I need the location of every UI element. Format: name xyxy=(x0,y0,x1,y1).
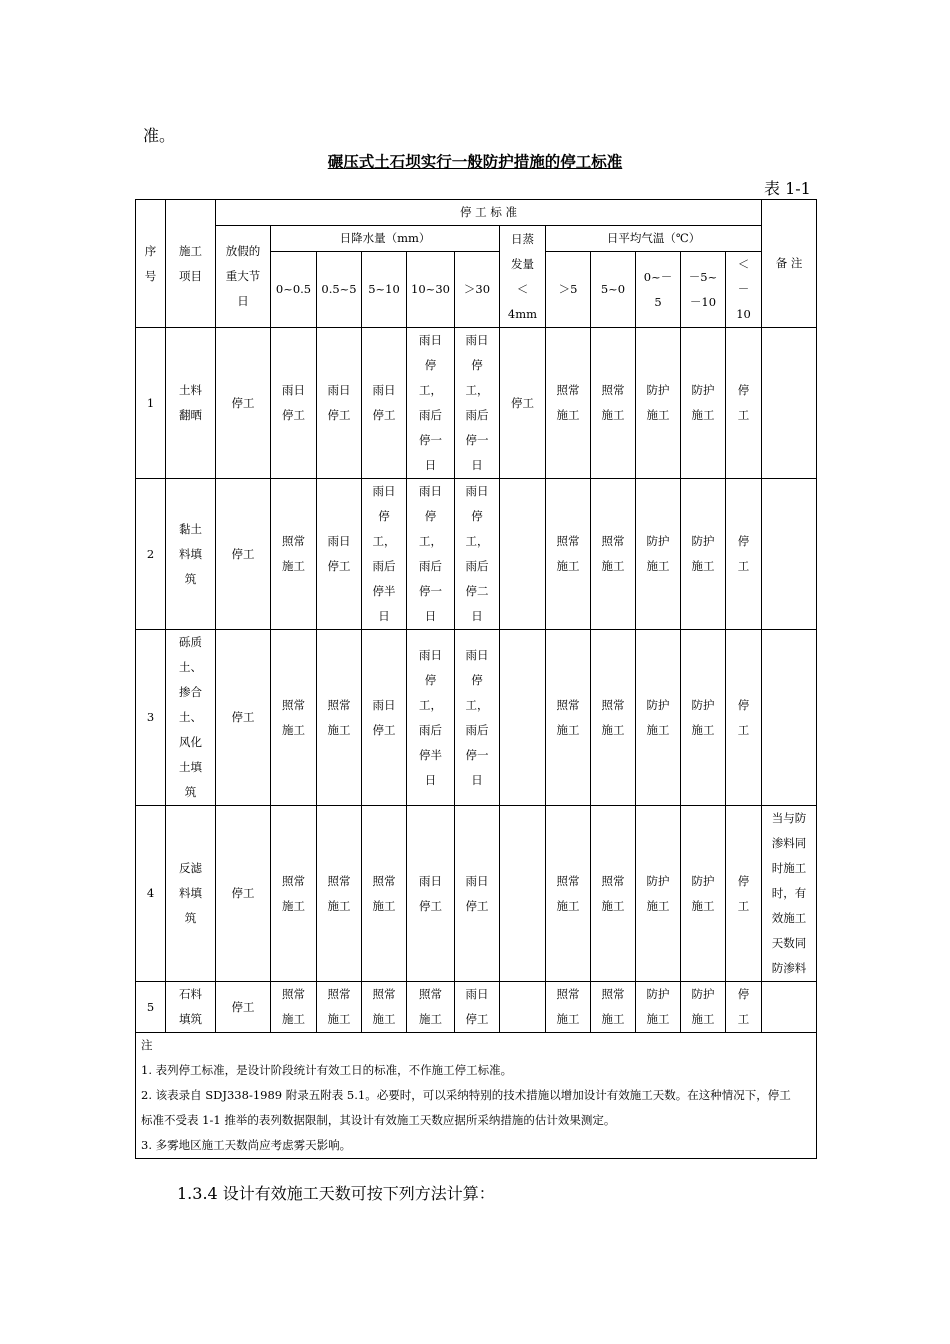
row-rain-cell: 雨日 停 工， 雨后 停半 日 xyxy=(362,479,407,630)
row-temp-cell: 防护 施工 xyxy=(636,806,681,982)
header-remark: 备 注 xyxy=(762,200,817,328)
row-rain-cell: 雨日 停工 xyxy=(407,806,455,982)
row-item: 砾质 土、 掺合 土、 风化 土填 筑 xyxy=(166,630,216,806)
row-rain-cell: 照常 施工 xyxy=(317,982,362,1033)
table-notes xyxy=(136,1033,817,1159)
row-holiday: 停工 xyxy=(216,479,271,630)
row-remark xyxy=(762,328,817,479)
row-temp-cell: 防护 施工 xyxy=(636,982,681,1033)
row-temp-cell: 防护 施工 xyxy=(681,630,726,806)
table-row xyxy=(136,806,817,982)
row-rain-cell: 雨日 停工 xyxy=(317,479,362,630)
row-rain-cell: 雨日 停 工， 雨后 停一 日 xyxy=(407,328,455,479)
header-holiday: 放假的 重大节 日 xyxy=(216,226,271,328)
row-seq: 2 xyxy=(136,479,166,630)
row-holiday: 停工 xyxy=(216,328,271,479)
row-evaporation: 停工 xyxy=(500,328,546,479)
row-item: 反滤 料填 筑 xyxy=(166,806,216,982)
row-seq: 5 xyxy=(136,982,166,1033)
note-line: 2. 该表录自 SDJ338-1989 附录五附表 5.1。必要时，可以采纳特别的技术措施以增加设计有效施工天数。在这种情况下，停工 xyxy=(141,1088,791,1102)
row-temp-cell: 照常 施工 xyxy=(546,328,591,479)
header-evaporation: 日蒸 发量 ＜ 4mm xyxy=(500,226,546,328)
row-temp-cell: 照常 施工 xyxy=(591,479,636,630)
header-rain-col: 10~30 xyxy=(407,252,455,328)
header-rain-col: 0.5~5 xyxy=(317,252,362,328)
row-temp-cell: 停 工 xyxy=(726,982,762,1033)
header-temp-col: 0~－ 5 xyxy=(636,252,681,328)
table-row xyxy=(136,982,817,1033)
row-seq: 3 xyxy=(136,630,166,806)
note-line: 3. 多雾地区施工天数尚应考虑雾天影响。 xyxy=(141,1138,352,1152)
row-rain-cell: 雨日 停工 xyxy=(362,328,407,479)
row-temp-cell: 照常 施工 xyxy=(546,630,591,806)
row-temp-cell: 照常 施工 xyxy=(591,806,636,982)
header-item: 施工 项目 xyxy=(166,200,216,328)
table-number: 表 1-1 xyxy=(764,179,811,198)
row-rain-cell: 雨日 停工 xyxy=(317,328,362,479)
row-rain-cell: 照常 施工 xyxy=(362,806,407,982)
row-remark: 当与防 渗料同 时施工 时，有 效施工 天数同 防渗料 xyxy=(762,806,817,982)
row-item: 石料 填筑 xyxy=(166,982,216,1033)
row-rain-cell: 照常 施工 xyxy=(362,982,407,1033)
row-temp-cell: 停 工 xyxy=(726,630,762,806)
row-holiday: 停工 xyxy=(216,806,271,982)
table-title: 碾压式土石坝实行一般防护措施的停工标准 xyxy=(327,153,623,171)
row-rain-cell: 照常 施工 xyxy=(407,982,455,1033)
row-temp-cell: 防护 施工 xyxy=(636,630,681,806)
row-evaporation xyxy=(500,630,546,806)
header-seq: 序 号 xyxy=(136,200,166,328)
row-temp-cell: 停 工 xyxy=(726,479,762,630)
row-rain-cell: 雨日 停工 xyxy=(455,806,500,982)
table-row xyxy=(136,328,817,479)
table-row xyxy=(136,630,817,806)
row-rain-cell: 雨日 停工 xyxy=(271,328,317,479)
row-temp-cell: 防护 施工 xyxy=(636,328,681,479)
lead-text: 准。 xyxy=(143,126,176,145)
notes-label: 注 xyxy=(141,1038,153,1052)
row-temp-cell: 防护 施工 xyxy=(636,479,681,630)
section-heading: 1.3.4 设计有效施工天数可按下列方法计算： xyxy=(177,1184,495,1203)
row-evaporation xyxy=(500,982,546,1033)
header-rain-col: 5~10 xyxy=(362,252,407,328)
table-row xyxy=(136,479,817,630)
note-line: 标准不受表 1-1 推举的表列数据限制，其设计有效施工天数应据所采纳措施的估计效果测定。 xyxy=(141,1113,616,1127)
row-temp-cell: 照常 施工 xyxy=(591,630,636,806)
row-rain-cell: 雨日 停工 xyxy=(362,630,407,806)
row-rain-cell: 雨日 停 工， 雨后 停一 日 xyxy=(455,630,500,806)
row-rain-cell: 雨日 停 工， 雨后 停一 日 xyxy=(455,328,500,479)
row-rain-cell: 照常 施工 xyxy=(317,630,362,806)
row-seq: 4 xyxy=(136,806,166,982)
row-temp-cell: 照常 施工 xyxy=(546,982,591,1033)
row-rain-cell: 照常 施工 xyxy=(317,806,362,982)
row-holiday: 停工 xyxy=(216,630,271,806)
row-seq: 1 xyxy=(136,328,166,479)
row-temp-cell: 照常 施工 xyxy=(546,479,591,630)
row-temp-cell: 停 工 xyxy=(726,806,762,982)
row-temp-cell: 防护 施工 xyxy=(681,806,726,982)
header-temp-col: ＞5 xyxy=(546,252,591,328)
row-rain-cell: 雨日 停工 xyxy=(455,982,500,1033)
row-remark xyxy=(762,630,817,806)
row-temp-cell: 防护 施工 xyxy=(681,982,726,1033)
row-item: 黏土 料填 筑 xyxy=(166,479,216,630)
row-temp-cell: 防护 施工 xyxy=(681,328,726,479)
row-temp-cell: 照常 施工 xyxy=(591,328,636,479)
row-remark xyxy=(762,479,817,630)
row-temp-cell: 防护 施工 xyxy=(681,479,726,630)
row-item: 土料 翻晒 xyxy=(166,328,216,479)
row-rain-cell: 照常 施工 xyxy=(271,806,317,982)
row-rain-cell: 照常 施工 xyxy=(271,630,317,806)
row-rain-cell: 雨日 停 工， 雨后 停半 日 xyxy=(407,630,455,806)
row-rain-cell: 照常 施工 xyxy=(271,479,317,630)
row-remark xyxy=(762,982,817,1033)
row-evaporation xyxy=(500,479,546,630)
stoppage-standard-table xyxy=(135,199,817,1159)
row-evaporation xyxy=(500,806,546,982)
header-rain-col: ＞30 xyxy=(455,252,500,328)
row-rain-cell: 照常 施工 xyxy=(271,982,317,1033)
header-temp-col: ＜ － 10 xyxy=(726,252,762,328)
row-rain-cell: 雨日 停 工， 雨后 停一 日 xyxy=(407,479,455,630)
note-line: 1. 表列停工标准，是设计阶段统计有效工日的标准，不作施工停工标准。 xyxy=(141,1063,513,1077)
header-standard: 停 工 标 准 xyxy=(216,200,762,226)
header-temperature: 日平均气温（℃） xyxy=(546,226,762,252)
header-rain: 日降水量（mm） xyxy=(271,226,500,252)
row-temp-cell: 停 工 xyxy=(726,328,762,479)
row-rain-cell: 雨日 停 工， 雨后 停二 日 xyxy=(455,479,500,630)
header-rain-col: 0~0.5 xyxy=(271,252,317,328)
row-temp-cell: 照常 施工 xyxy=(546,806,591,982)
row-holiday: 停工 xyxy=(216,982,271,1033)
row-temp-cell: 照常 施工 xyxy=(591,982,636,1033)
header-temp-col: 5~0 xyxy=(591,252,636,328)
header-temp-col: －5~ －10 xyxy=(681,252,726,328)
